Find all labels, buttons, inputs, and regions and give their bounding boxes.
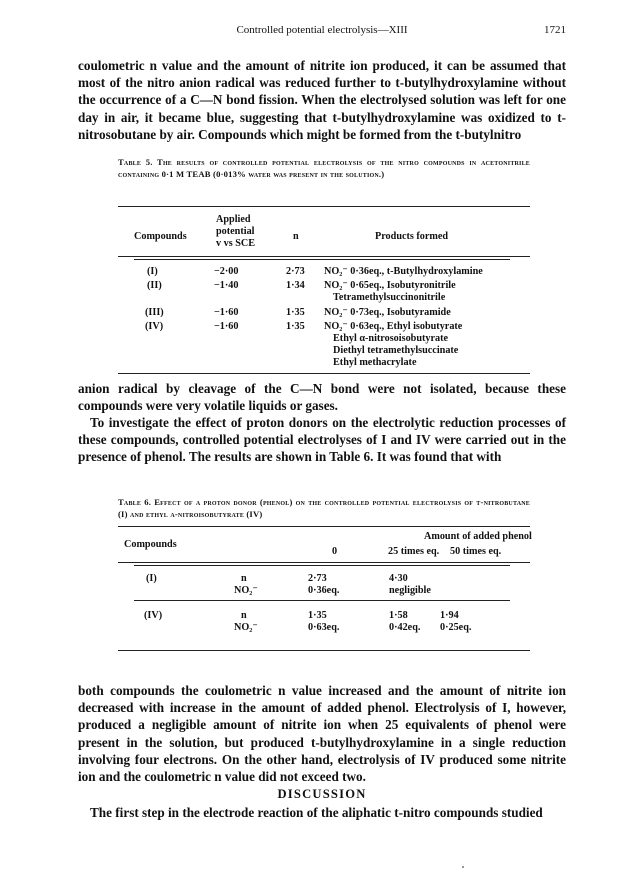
running-title: Controlled potential electrolysis—XIII	[236, 24, 408, 36]
section-heading-discussion: DISCUSSION	[277, 787, 367, 801]
table5-compound: (IV)	[145, 321, 164, 332]
table5-compound: (III)	[145, 307, 164, 318]
table5-potential: −2·00	[214, 266, 239, 277]
table6-value: 0·36eq.	[308, 585, 340, 596]
paragraph-5: The first step in the electrode reaction of the aliphatic t-nitro compounds studied	[90, 805, 543, 820]
table6-value: 1·94	[440, 610, 459, 621]
table6-label: n	[241, 610, 247, 621]
table5-potential: −1·40	[214, 280, 239, 291]
table6-value: 4·30	[389, 573, 408, 584]
table5-header-n: n	[293, 231, 299, 242]
table6-mid-rule	[134, 600, 510, 601]
table5-caption: Table 5. The results of controlled potential electrolysis of the nitro compounds in acetonitrile containing 0·1 M TEAB (0·013% water was present in the solution.)	[118, 157, 530, 179]
table5-n: 1·34	[286, 280, 305, 291]
scan-speck	[462, 866, 464, 868]
table5-bottom-rule	[118, 373, 530, 374]
table5-n: 1·35	[286, 321, 305, 332]
table5-product: NO₂⁻ 0·63eq., Ethyl isobutyrate	[324, 321, 463, 332]
table6-label: n	[241, 573, 247, 584]
table5-header-potential-1: Applied	[216, 214, 251, 225]
table6-value: 1·35	[308, 610, 327, 621]
table6-header-col25: 25 times eq.	[388, 546, 440, 557]
table6-value: negligible	[389, 585, 431, 596]
table5-compound: (I)	[147, 266, 158, 277]
table5-product: Tetramethylsuccinonitrile	[333, 292, 446, 303]
table6-value: 2·73	[308, 573, 327, 584]
table6-label: NO₂⁻	[234, 585, 258, 596]
page-number: 1721	[544, 24, 566, 36]
table5-header-products: Products formed	[375, 231, 449, 242]
table5-header-subrule	[134, 259, 510, 260]
table6-caption: Table 6. Effect of a proton donor (phenol) on the controlled potential electrolysis of t-nitrobutane (I) and ethyl α-nitroisobutyrate (IV)	[118, 497, 530, 519]
table6-header-group: Amount of added phenol	[424, 531, 532, 542]
table6-value: 0·25eq.	[440, 622, 472, 633]
table6-label: NO₂⁻	[234, 622, 258, 633]
table6-header-rule	[118, 562, 530, 563]
table6-value: 0·63eq.	[308, 622, 340, 633]
table6-header-compounds: Compounds	[124, 539, 177, 550]
table6-header-col50: 50 times eq.	[450, 546, 502, 557]
table6-bottom-rule	[118, 650, 530, 651]
paragraph-1: coulometric n value and the amount of nitrite ion produced, it can be assumed that most of the nitro anion radical was reduced further to t-butylhydroxylamine without the occurrence of a C—N bond fission. When the electrolysed solution was left for one day in air, it became blue, suggesting that t-butylhydroxylamine was oxidized to t-nitrosobutane by air. Compounds which might be formed from the t-butylnitro	[78, 58, 566, 142]
table5-product: NO₂⁻ 0·36eq., t-Butylhydroxylamine	[324, 266, 483, 277]
table5-header-potential-3: v vs SCE	[216, 238, 256, 249]
table5-potential: −1·60	[214, 321, 239, 332]
paragraph-3: To investigate the effect of proton donors on the electrolytic reduction processes of these compounds, controlled potential electrolyses of I and IV were carried out in the presence of phenol. The results are shown in Table 6. It was found that with	[78, 415, 566, 465]
table5-compound: (II)	[147, 280, 162, 291]
table5-n: 1·35	[286, 307, 305, 318]
table6-value: 1·58	[389, 610, 408, 621]
table5-potential: −1·60	[214, 307, 239, 318]
table6-compound: (IV)	[144, 610, 163, 621]
table6-top-rule	[118, 526, 530, 527]
table6-header-subrule	[134, 565, 510, 566]
table5-product: Ethyl α-nitrosoisobutyrate	[333, 333, 449, 344]
table5-product: NO₂⁻ 0·65eq., Isobutyronitrile	[324, 280, 456, 291]
table5-header-potential-2: potential	[216, 226, 255, 237]
table5-product: Ethyl methacrylate	[333, 357, 417, 368]
table5-product: NO₂⁻ 0·73eq., Isobutyramide	[324, 307, 451, 318]
table5-header-compounds: Compounds	[134, 231, 187, 242]
table5-product: Diethyl tetramethylsuccinate	[333, 345, 459, 356]
table5-top-rule	[118, 206, 530, 207]
table6-compound: (I)	[146, 573, 157, 584]
table5-n: 2·73	[286, 266, 305, 277]
table5-header-rule	[118, 256, 530, 257]
paragraph-4: both compounds the coulometric n value increased and the amount of nitrite ion decreased with increase in the amount of added phenol. Electrolysis of I, however, produced a negligible amount of nitrite ion when 25 equivalents of phenol were present in the solution, but produced t-butylhydroxylamine in a single reduction involving four electrons. On the other hand, electrolysis of IV produced some nitrite ion and the coulometric n value did not exceed two.	[78, 683, 566, 785]
table6-value: 0·42eq.	[389, 622, 421, 633]
page-header	[78, 24, 566, 40]
table6-header-col0: 0	[332, 546, 338, 557]
paragraph-2: anion radical by cleavage of the C—N bond were not isolated, because these compounds were very volatile liquids or gases.	[78, 381, 566, 414]
